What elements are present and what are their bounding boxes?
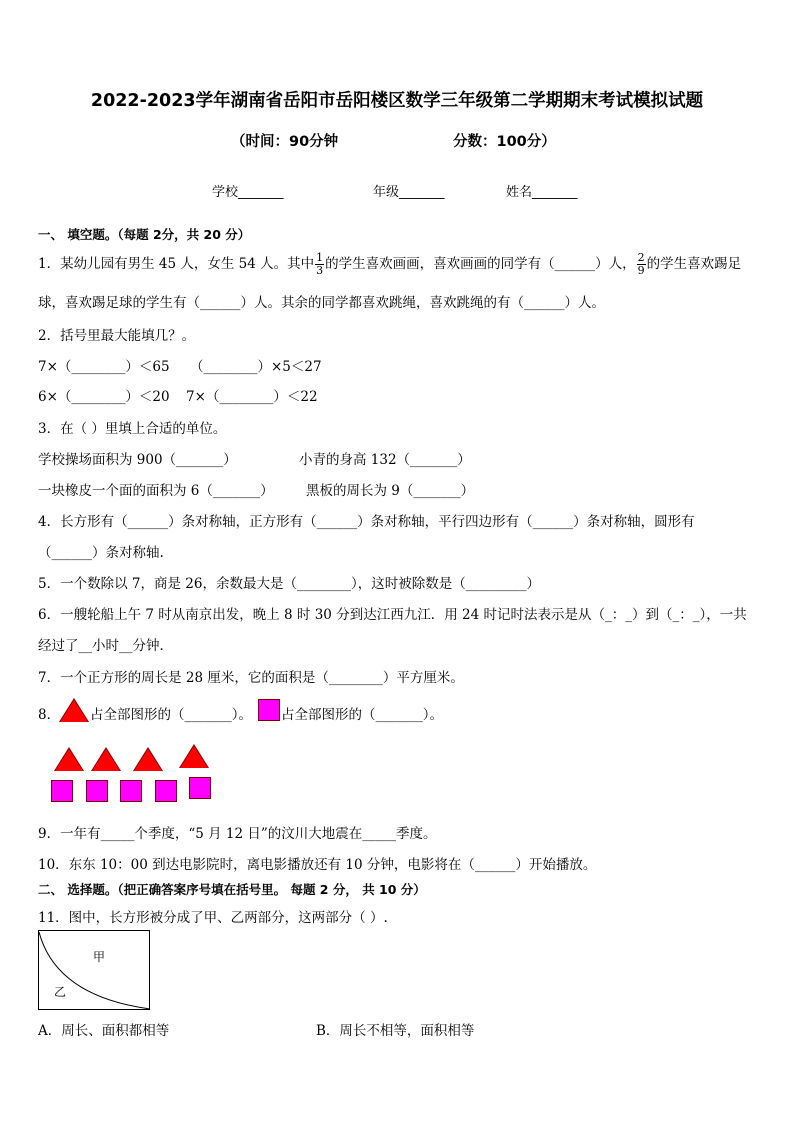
question-11-stem: 11．图中，长方形被分成了甲、乙两部分，这两部分（ ）.: [38, 910, 388, 926]
grade-field: 年级_______: [373, 185, 445, 200]
question-6-line-1: 6．一艘轮船上午 7 时从南京出发，晚上 8 时 30 分到达江西九江．用 24 时记时法表示是从（_：_）到（_：_），一共: [38, 607, 747, 623]
question-11-option-a: A．周长、面积都相等: [38, 1023, 170, 1039]
label-yi: 乙: [54, 985, 67, 999]
square-shape: [51, 780, 73, 802]
square-shape: [86, 780, 108, 802]
name-field: 姓名_______: [506, 185, 578, 200]
exam-time: （时间：90分钟: [231, 134, 339, 150]
question-3-item-c: 一块橡皮一个面的面积为 6（_______）: [38, 483, 274, 499]
fraction-one-third: [315, 252, 324, 277]
triangle-shape: [55, 749, 83, 771]
question-3-item-b: 小青的身高 132（_______）: [299, 452, 471, 468]
question-3-stem: 3．在（ ）里填上合适的单位。: [38, 421, 227, 437]
question-5: 5．一个数除以 7，商是 26，余数最大是（________），这时被除数是（_________）: [38, 576, 540, 592]
fraction-two-ninths: [637, 252, 646, 277]
question-1-text-b: 的学生喜欢画画，喜欢画画的同学有（______）人，: [325, 256, 636, 272]
section-heading-fill-blank: 一、 填空题。（每题 2分，共 20 分）: [38, 227, 251, 242]
page-title: 2022-2023学年湖南省岳阳市岳阳楼区数学三年级第二学期期末考试模拟试题: [90, 91, 704, 111]
question-2-item-c: 6×（________）＜20: [38, 389, 170, 405]
question-8-text-a: 占全部图形的（_______）。: [90, 707, 252, 723]
question-4-line-1: 4．长方形有（______）条对称轴，正方形有（______）条对称轴，平行四边形有（______）条对称轴，圆形有: [38, 514, 695, 530]
question-1-text-a: 1．某幼儿园有男生 45 人，女生 54 人。其中: [38, 256, 315, 272]
triangle-icon: [60, 700, 88, 722]
question-9: 9．一年有_____个季度，“5 月 12 日”的汶川大地震在_____季度。: [38, 826, 437, 842]
question-3-item-d: 黑板的周长为 9（_______）: [306, 483, 475, 499]
fraction-denominator: 3: [316, 264, 324, 277]
exam-score: 分数：100分）: [453, 134, 556, 150]
triangle-shape: [134, 749, 162, 771]
square-shape: [120, 780, 142, 802]
question-1-line-2: 球，喜欢踢足球的学生有（______）人。其余的同学都喜欢跳绳，喜欢跳绳的有（______）人。: [38, 295, 605, 311]
question-11-option-b: B．周长不相等，面积相等: [316, 1023, 475, 1039]
question-2-stem: 2．括号里最大能填几？。: [38, 328, 196, 344]
question-6-line-2: 经过了__小时__分钟．: [38, 638, 173, 654]
question-1-line-1: [38, 252, 741, 277]
triangle-shape: [180, 746, 208, 768]
rectangle-figure: [38, 930, 152, 1010]
section-heading-choice: 二、 选择题。（把正确答案序号填在括号里。 每题 2 分， 共 10 分）: [38, 882, 426, 897]
fraction-numerator: 2: [637, 251, 645, 264]
question-4-line-2: （______）条对称轴.: [38, 545, 164, 561]
question-2-item-b: （________）×5＜27: [190, 359, 322, 375]
label-jia: 甲: [93, 950, 106, 964]
question-7: 7．一个正方形的周长是 28 厘米，它的面积是（________）平方厘米。: [38, 670, 464, 686]
square-shape: [189, 777, 211, 799]
square-shape: [155, 780, 177, 802]
fraction-denominator: 9: [637, 264, 645, 277]
question-2-item-d: 7×（________）＜22: [186, 389, 318, 405]
square-icon: [258, 699, 280, 721]
question-1-text-c: 的学生喜欢踢足: [646, 256, 742, 272]
question-8-number: 8．: [38, 707, 61, 723]
question-10: 10．东东 10：00 到达电影院时，离电影播放还有 10 分钟，电影将在（______）开始播放。: [38, 857, 597, 873]
triangle-shape: [92, 749, 120, 771]
question-8-text-b: 占全部图形的（_______）。: [281, 707, 443, 723]
fraction-numerator: 1: [316, 251, 324, 264]
question-2-item-a: 7×（________）＜65: [38, 359, 170, 375]
school-field: 学校_______: [212, 185, 284, 200]
question-3-item-a: 学校操场面积为 900（_______）: [38, 452, 237, 468]
